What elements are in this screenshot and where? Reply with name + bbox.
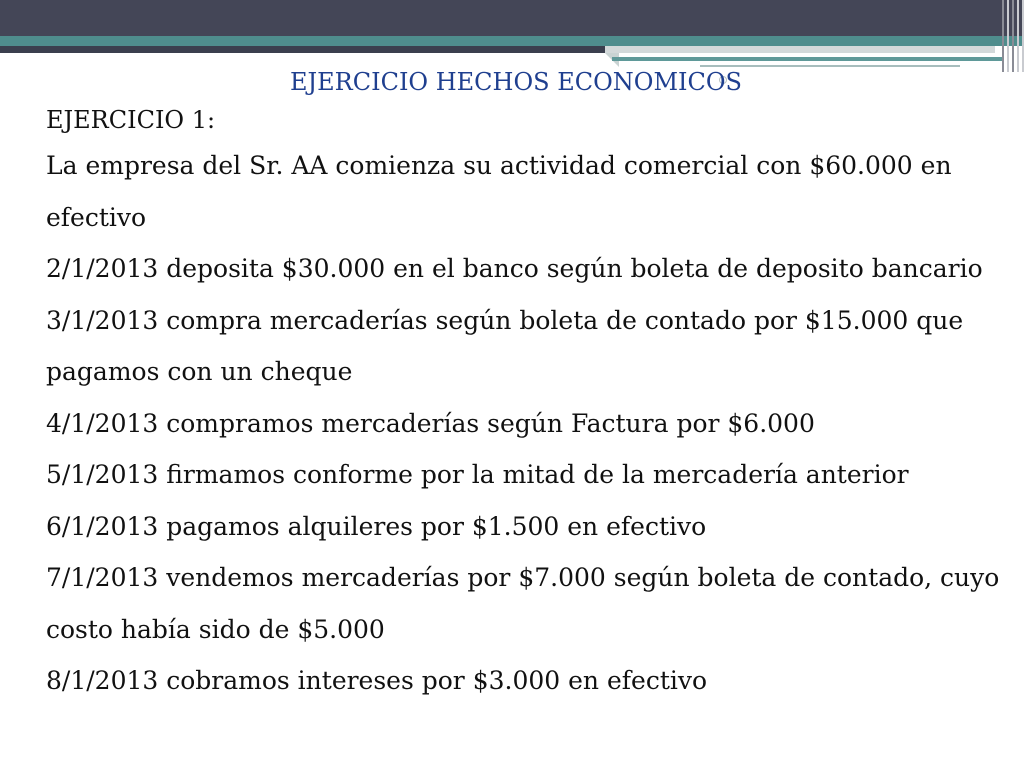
body-line: 7/1/2013 vendemos mercaderías por $7.000 según boleta de contado, cuyo [46,563,1000,592]
header-teal-band [0,36,1024,46]
header-accent-bar [0,46,605,53]
body-line: La empresa del Sr. AA comienza su actividad comercial con $60.000 en [46,151,952,180]
body-line: 5/1/2013 firmamos conforme por la mitad de la mercadería anterior [46,460,909,489]
body-line: 2/1/2013 deposita $30.000 en el banco según boleta de deposito bancario [46,254,983,283]
body-line: pagamos con un cheque [46,357,353,386]
header-light-bar [605,46,995,53]
body-line: efectivo [46,202,147,232]
header-teal-line [612,57,1002,61]
slide-title: EJERCICIO HECHOS ECONOMICOS [290,68,742,96]
body-line: 3/1/2013 compra mercaderías según boleta de contado por $15.000 que [46,305,964,335]
body-line: costo había sido de $5.000 [46,614,385,644]
body-line: 4/1/2013 compramos mercaderías según Factura por $6.000 [46,408,815,438]
body-line: 8/1/2013 cobramos intereses por $3.000 en efectivo [46,666,708,695]
body-line: 6/1/2013 pagamos alquileres por $1.500 en efectivo [46,511,707,541]
header-dark-band [0,0,1024,36]
exercise-heading: EJERCICIO 1: [46,106,216,134]
header-thin-line [700,65,960,67]
exercise-body [46,140,1006,707]
header-vertical-lines [984,0,1024,72]
